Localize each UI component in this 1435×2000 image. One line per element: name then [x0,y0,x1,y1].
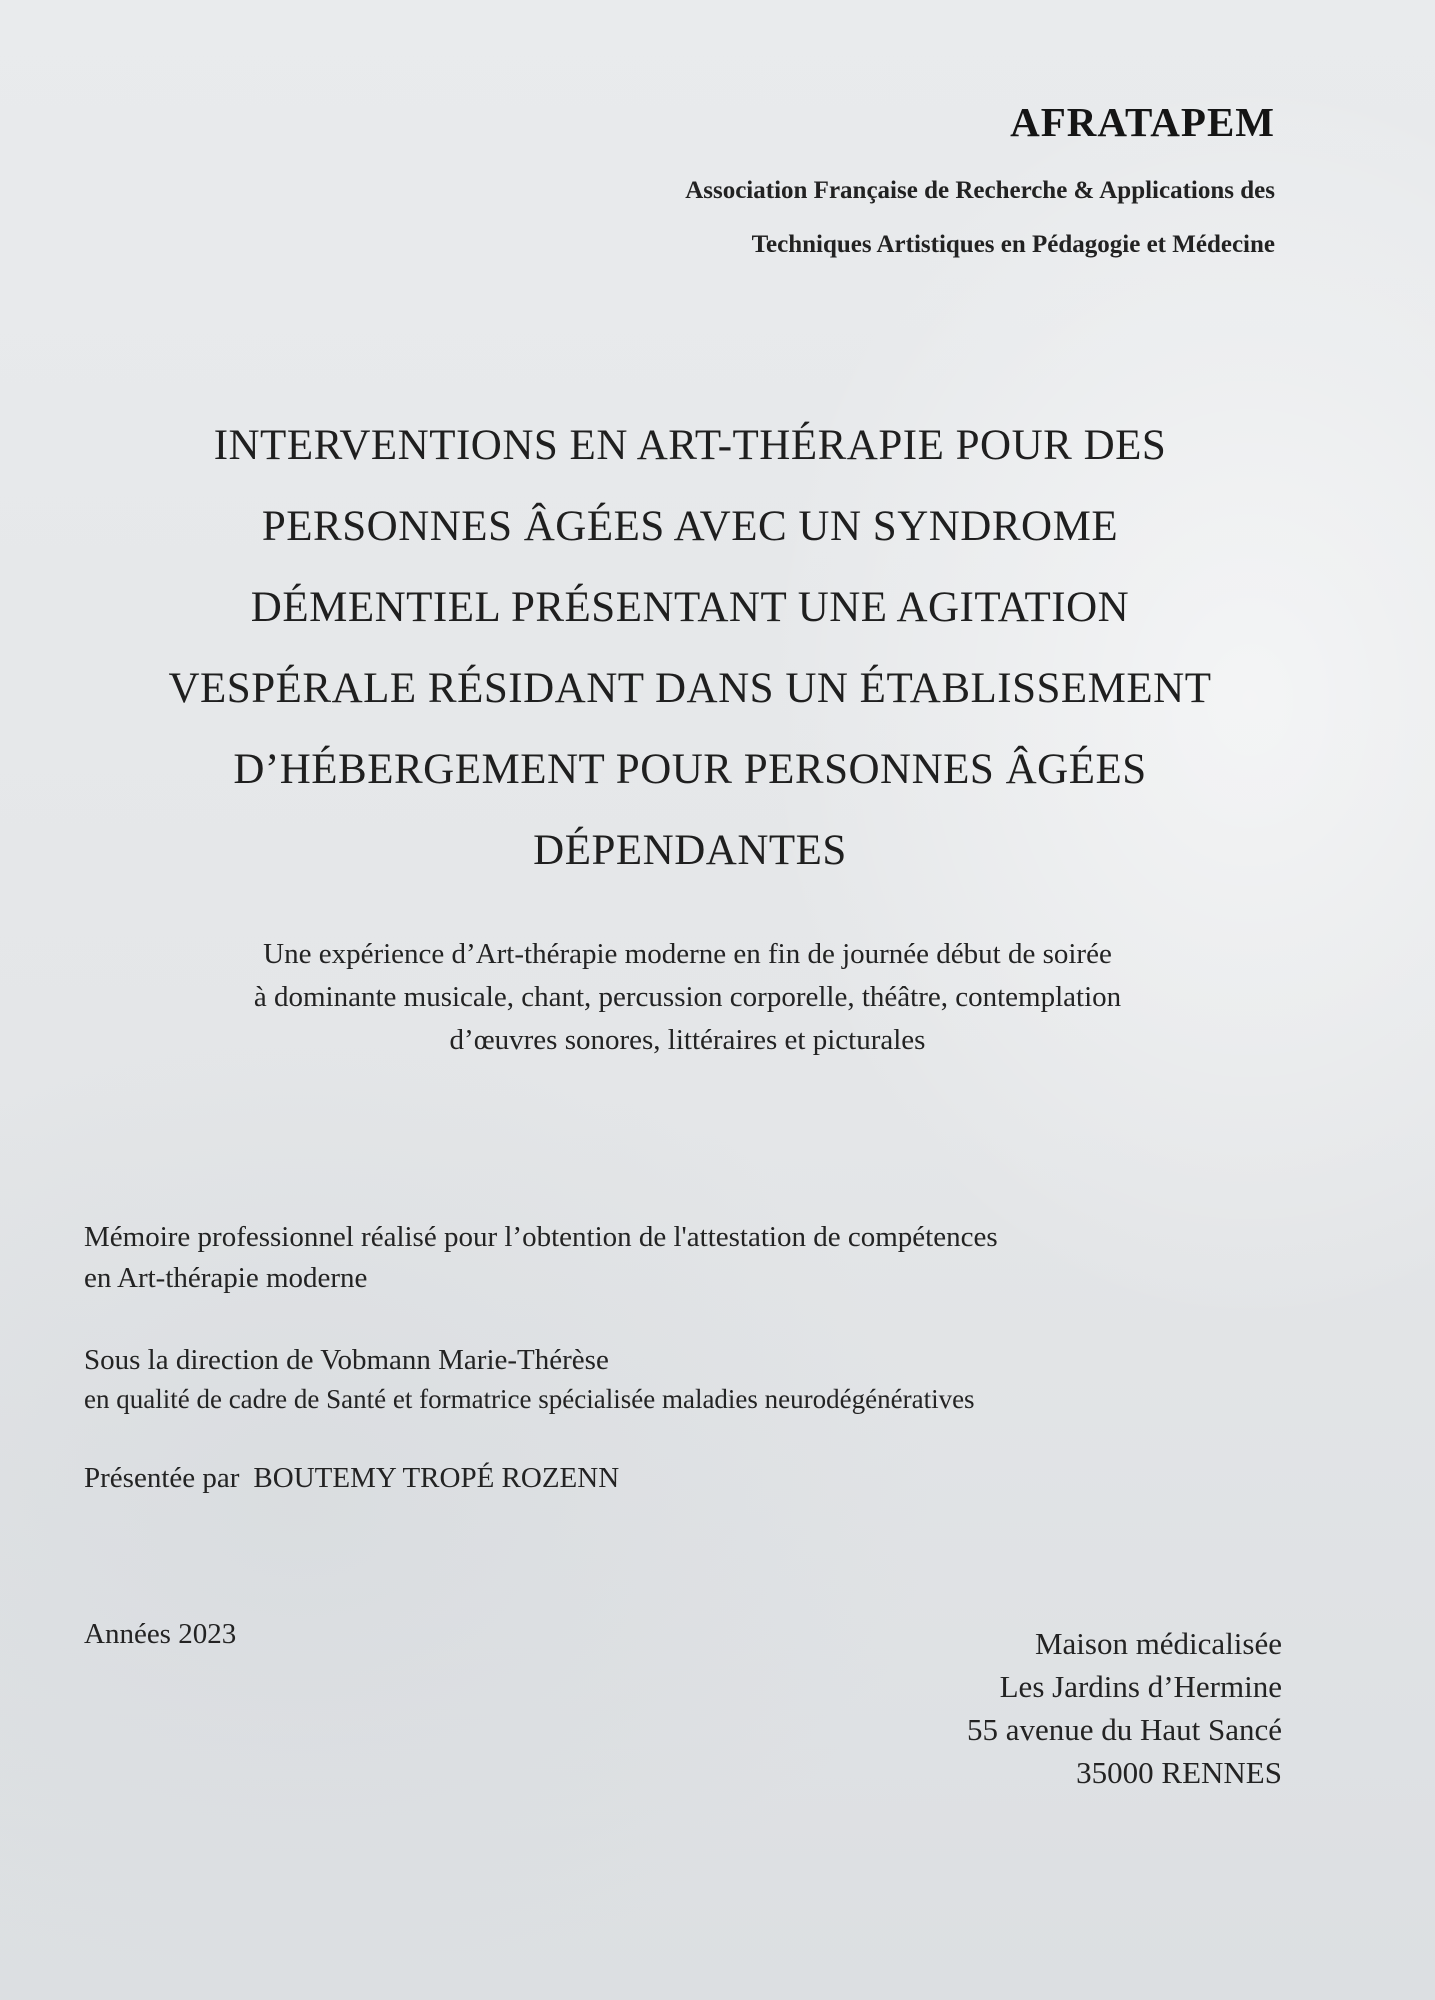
organization-fullname-line-1: Association Française de Recherche & Applications des [685,177,1275,204]
supervisor-line: Sous la direction de Vobmann Marie-Thérèse [84,1344,609,1376]
memoire-description [84,1217,998,1299]
title-line: DÉMENTIEL PRÉSENTANT UNE AGITATION [250,584,1130,631]
year: Années 2023 [84,1618,237,1650]
supervision-block [84,1340,975,1418]
address-line: 35000 RENNES [1076,1755,1282,1790]
title-line: INTERVENTIONS EN ART-THÉRAPIE POUR DES [213,422,1167,469]
organization-header [685,98,1275,272]
author-name: BOUTEMY TROPÉ ROZENN [253,1462,620,1494]
organization-acronym: AFRATAPEM [1010,99,1275,145]
address-line: 55 avenue du Haut Sancé [966,1712,1282,1747]
document-title [100,405,1280,891]
organization-fullname-line-2: Techniques Artistiques en Pédagogie et Médecine [751,231,1275,258]
title-line: VESPÉRALE RÉSIDANT DANS UN ÉTABLISSEMENT [168,665,1212,712]
address-line: Les Jardins d’Hermine [999,1669,1282,1704]
memoire-line: Mémoire professionnel réalisé pour l’obtention de l'attestation de compétences [84,1221,998,1253]
address-block [967,1622,1282,1794]
title-line: PERSONNES ÂGÉES AVEC UN SYNDROME [261,503,1119,550]
memoire-line: en Art-thérapie moderne [84,1262,368,1294]
document-subtitle [90,933,1285,1062]
subtitle-line: d’œuvres sonores, littéraires et picturales [449,1024,926,1056]
supervisor-role-line: en qualité de cadre de Santé et formatrice spécialisée maladies neurodégénératives [84,1384,975,1414]
title-line: DÉPENDANTES [533,827,847,874]
presented-by-label: Présentée par [84,1462,240,1494]
title-line: D’HÉBERGEMENT POUR PERSONNES ÂGÉES [233,746,1147,793]
address-line: Maison médicalisée [1034,1626,1282,1661]
presented-by [84,1458,619,1498]
subtitle-line: Une expérience d’Art-thérapie moderne en fin de journée début de soirée [263,938,1112,970]
subtitle-line: à dominante musicale, chant, percussion corporelle, théâtre, contemplation [253,981,1122,1013]
